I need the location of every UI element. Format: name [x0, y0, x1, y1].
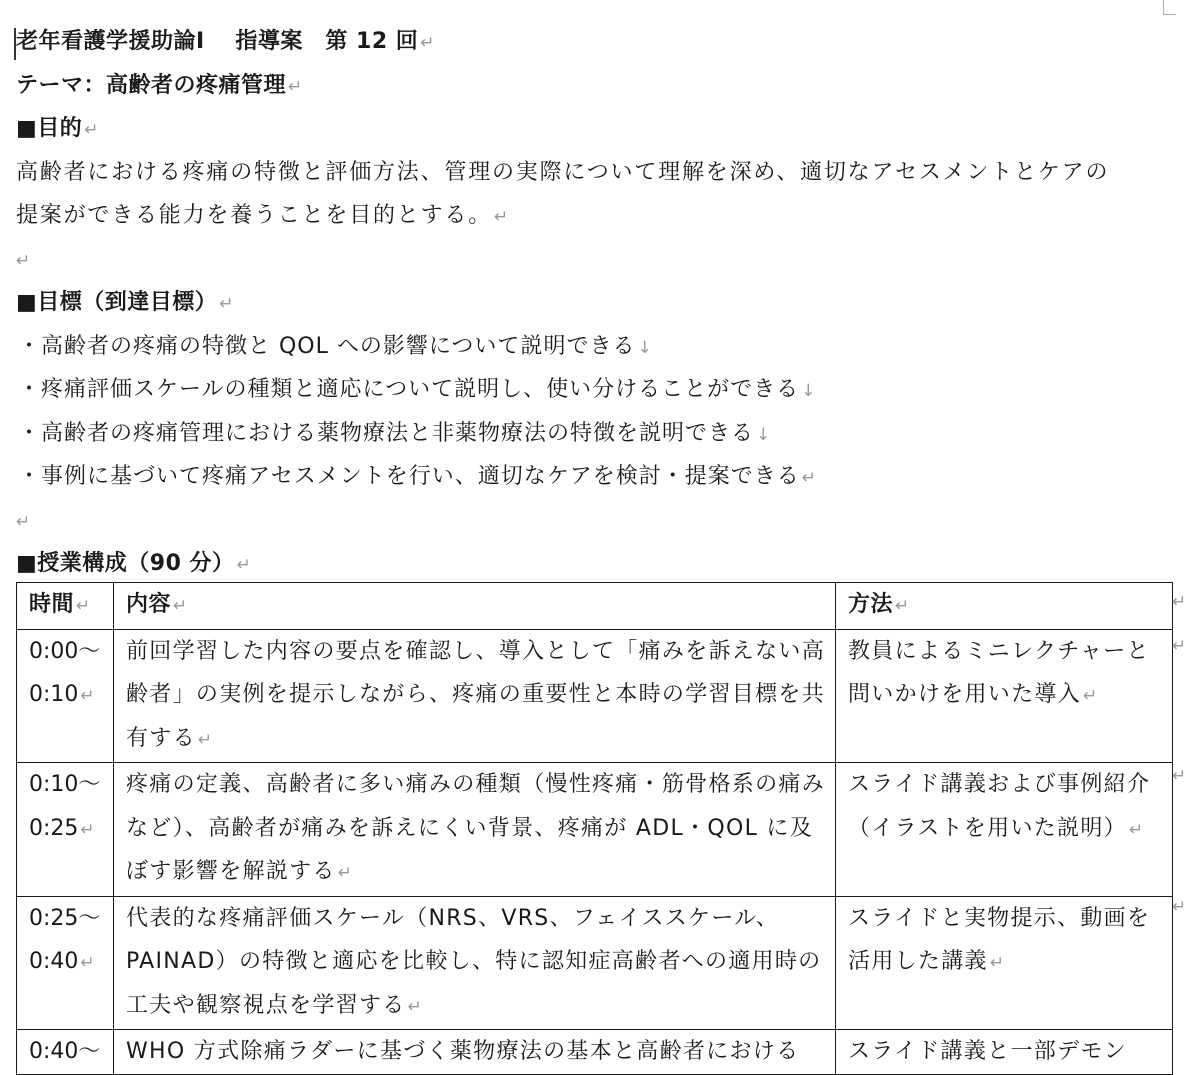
paragraph-mark: ↵ — [80, 953, 95, 973]
table-row — [17, 1030, 1173, 1075]
row-end-mark: ↵ — [1172, 766, 1187, 786]
column-header-content: 内容 ↵ — [114, 583, 836, 630]
time-cell[interactable]: 0:00～0:10 ↵ — [17, 629, 114, 763]
paragraph-mark: ↵ — [236, 555, 252, 575]
time-cell[interactable]: 0:25～0:40 ↵ — [17, 896, 114, 1030]
lesson-structure-table[interactable] — [16, 582, 1173, 1075]
column-header-time: 時間 ↵ — [17, 583, 114, 630]
goal-item: ・高齢者の疼痛の特徴と QOL への影響について説明できる ↓ — [18, 333, 653, 359]
goal-item: ・高齢者の疼痛管理における薬物療法と非薬物療法の特徴を説明できる ↓ — [18, 420, 772, 446]
goal-item: ・事例に基づいて疼痛アセスメントを行い、適切なケアを検討・提案できる ↵ — [18, 464, 818, 489]
purpose-text-line2: 提案ができる能力を養うことを目的とする。 ↵ — [16, 203, 511, 228]
linebreak-mark: ↓ — [637, 337, 653, 358]
paragraph-mark: ↵ — [84, 120, 100, 140]
content-cell[interactable]: 代表的な疼痛評価スケール（NRS、VRS、フェイススケール、PAINAD）の特徴と適応を比較し、特に認知症高齢者への適用時の工夫や観察視点を学習する ↵ — [114, 896, 836, 1030]
method-cell[interactable]: 教員によるミニレクチャーと問いかけを用いた導入 ↵ — [836, 629, 1173, 763]
column-header-method: 方法 ↵ — [836, 583, 1173, 630]
paragraph-mark: ↵ — [494, 207, 511, 227]
paragraph-mark: ↵ — [219, 294, 235, 314]
content-cell[interactable]: WHO 方式除痛ラダーに基づく薬物療法の基本と高齢者における — [114, 1030, 836, 1075]
paragraph-mark: ↵ — [16, 250, 32, 271]
theme-line: テーマ：高齢者の疼痛管理 ↵ — [16, 72, 303, 98]
paragraph-mark: ↵ — [407, 996, 424, 1017]
paragraph-mark: ↵ — [1083, 686, 1099, 706]
method-cell[interactable]: スライド講義と一部デモン — [836, 1030, 1173, 1075]
purpose-text-line1: 高齢者における疼痛の特徴と評価方法、管理の実際について理解を深め、適切なアセスメントとケアの — [16, 159, 1110, 185]
row-end-mark: ↵ — [1172, 592, 1187, 612]
table-row — [17, 629, 1173, 763]
document-page[interactable] — [16, 20, 1176, 586]
content-cell[interactable]: 前回学習した内容の要点を確認し、導入として「痛みを訴えない高齢者」の実例を提示しながら、疼痛の重要性と本時の学習目標を共有する ↵ — [114, 629, 836, 763]
row-end-mark: ↵ — [1172, 636, 1187, 656]
paragraph-mark: ↵ — [16, 511, 32, 532]
empty-paragraph — [16, 238, 1176, 282]
page-corner-marker — [1163, 0, 1176, 15]
empty-paragraph — [16, 499, 1176, 543]
goal-item: ・疼痛評価スケールの種類と適応について説明し、使い分けることができる ↓ — [18, 377, 817, 402]
paragraph-mark: ↵ — [80, 686, 95, 706]
table-row — [17, 763, 1173, 897]
paragraph-mark: ↵ — [895, 596, 910, 616]
paragraph-mark: ↵ — [1128, 819, 1145, 840]
linebreak-mark: ↓ — [801, 381, 817, 401]
row-end-mark: ↵ — [1172, 897, 1187, 917]
paragraph-mark: ↵ — [288, 76, 303, 97]
time-cell[interactable]: 0:40～ — [17, 1030, 114, 1075]
table-row — [17, 896, 1173, 1030]
goals-heading: ■目標（到達目標） ↵ — [16, 290, 235, 315]
document-title: 老年看護学援助論Ⅰ 指導案 第 12 回 ↵ — [16, 29, 436, 54]
content-cell[interactable]: 疼痛の定義、高齢者に多い痛みの種類（慢性疼痛・筋骨格系の痛みなど）、高齢者が痛みを訴えにくい背景、疼痛が ADL・QOL に及ぼす影響を解説する ↵ — [114, 763, 836, 897]
paragraph-mark: ↵ — [989, 953, 1006, 973]
method-cell[interactable]: スライド講義および事例紹介（イラストを用いた説明） ↵ — [836, 763, 1173, 897]
time-cell[interactable]: 0:10～0:25 ↵ — [17, 763, 114, 897]
paragraph-mark: ↵ — [801, 468, 818, 488]
paragraph-mark: ↵ — [337, 863, 354, 883]
paragraph-mark: ↵ — [173, 596, 188, 616]
paragraph-mark: ↵ — [76, 596, 91, 616]
paragraph-mark: ↵ — [80, 819, 95, 840]
table-header-row — [17, 583, 1173, 630]
paragraph-mark: ↵ — [420, 33, 436, 53]
method-cell[interactable]: スライドと実物提示、動画を活用した講義 ↵ — [836, 896, 1173, 1030]
linebreak-mark: ↓ — [756, 424, 772, 445]
paragraph-mark: ↵ — [197, 729, 214, 750]
purpose-heading: ■目的 ↵ — [16, 116, 100, 141]
structure-heading: ■授業構成（90 分） ↵ — [16, 551, 252, 576]
